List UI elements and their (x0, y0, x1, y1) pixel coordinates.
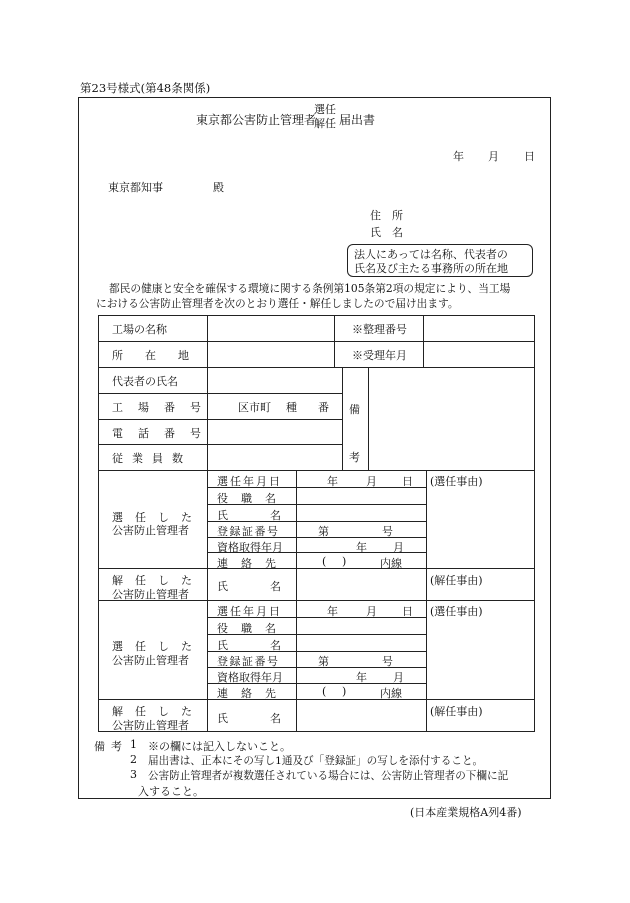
reason-appoint-1: (選任事由) (430, 475, 483, 488)
body-line2: における公害防止管理者を次のとおり選任・解任しましたので届け出ます。 (96, 297, 459, 310)
qualified-date-label-1: 資格取得年月 (217, 541, 283, 554)
qual-year-1: 年 (356, 541, 367, 554)
contact-extension-1: 内線 (380, 557, 402, 570)
note-1-number: 1 (130, 738, 137, 751)
contact-label-2: 連絡先 (217, 687, 289, 700)
factory-number-label: 工場番号 (112, 401, 216, 414)
appointed-label-1b: 公害防止管理者 (112, 524, 189, 537)
reg-dai-1: 第 (318, 525, 329, 538)
appoint-year-2: 年 (327, 605, 338, 618)
name-label-2: 氏名 (217, 639, 323, 652)
appoint-year-1: 年 (327, 475, 338, 488)
qual-month-1: 月 (393, 541, 404, 554)
reg-go-2: 号 (382, 655, 393, 668)
notes-label: 備考 (94, 740, 128, 753)
reason-dismiss-2: (解任事由) (430, 705, 483, 718)
factory-number-ward: 区市町 (238, 401, 271, 414)
appoint-month-1: 月 (366, 475, 377, 488)
contact-label-1: 連絡先 (217, 557, 289, 570)
name-label-1: 氏名 (217, 509, 323, 522)
dismissed-label-2b: 公害防止管理者 (112, 719, 189, 732)
factory-name-label: 工場の名称 (112, 323, 167, 336)
contact-paren-close-2: ) (342, 685, 347, 698)
appoint-day-2: 日 (402, 605, 413, 618)
employees-label: 従業員数 (112, 452, 192, 465)
corporate-note-line2: 氏名及び主たる事務所の所在地 (354, 262, 508, 275)
date-month: 月 (488, 150, 499, 163)
appoint-month-2: 月 (366, 605, 377, 618)
note-3-text-line1: 公害防止管理者が複数選任されている場合には、公害防止管理者の下欄に記 (148, 770, 509, 782)
contact-extension-2: 内線 (380, 687, 402, 700)
note-2-number: 2 (130, 753, 137, 766)
appointed-label-2b: 公害防止管理者 (112, 654, 189, 667)
dismissed-label-2a: 解任した (112, 705, 204, 718)
date-year: 年 (453, 150, 464, 163)
title-prefix: 東京都公害防止管理者 (196, 113, 317, 127)
body-line1: 都民の健康と安全を確保する環境に関する条例第105条第2項の規定により、当工場 (109, 282, 511, 295)
qualified-date-label-2: 資格取得年月 (217, 671, 283, 684)
dismiss-name-label-1: 氏名 (217, 580, 323, 593)
factory-number-number: 番 (318, 401, 329, 414)
title-option-dismiss: 解任 (314, 117, 336, 130)
appoint-day-1: 日 (402, 475, 413, 488)
position-label-1: 役職名 (217, 492, 289, 505)
dismiss-name-label-2: 氏名 (217, 712, 323, 725)
corporate-note-line1: 法人にあっては名称、代表者の (354, 248, 508, 261)
form-frame (78, 97, 551, 799)
reg-go-1: 号 (382, 525, 393, 538)
reason-dismiss-1: (解任事由) (430, 574, 483, 587)
paper-size-note: (日本産業規格A列4番) (410, 806, 522, 819)
note-3-number: 3 (130, 768, 137, 781)
addressee-honorific: 殿 (213, 181, 224, 194)
factory-number-type: 種 (286, 401, 297, 414)
addressee-name: 東京都知事 (108, 181, 163, 194)
location-label: 所在地 (112, 349, 211, 362)
reason-appoint-2: (選任事由) (430, 605, 483, 618)
contact-paren-open-1: ( (322, 555, 327, 568)
representative-label: 代表者の氏名 (112, 375, 178, 388)
appointed-label-2a: 選任した (112, 640, 204, 653)
note-1-text: ※の欄には記入しないこと。 (148, 740, 291, 753)
appoint-date-label-2: 選任年月日 (217, 605, 282, 618)
appointed-label-1a: 選任した (112, 511, 204, 524)
note-3-text-line2: 入すること。 (138, 785, 204, 798)
phone-label: 電話番号 (112, 427, 216, 440)
form-number: 第23号様式(第48条関係) (80, 81, 211, 95)
applicant-address-label: 住 所 (370, 209, 403, 222)
qual-year-2: 年 (356, 671, 367, 684)
contact-paren-open-2: ( (322, 685, 327, 698)
dismissed-label-1a: 解任した (112, 574, 204, 587)
received-date-label: ※受理年月 (352, 349, 407, 362)
contact-paren-close-1: ) (342, 555, 347, 568)
appoint-date-label-1: 選任年月日 (217, 475, 282, 488)
position-label-2: 役職名 (217, 622, 289, 635)
applicant-name-label: 氏 名 (370, 226, 403, 239)
registration-label-1: 登録証番号 (217, 525, 280, 538)
reg-dai-2: 第 (318, 655, 329, 668)
remarks-label: 備考 (349, 403, 360, 464)
registration-label-2: 登録証番号 (217, 655, 280, 668)
title-suffix: 届出書 (339, 113, 376, 127)
dismissed-label-1b: 公害防止管理者 (112, 588, 189, 601)
qual-month-2: 月 (393, 671, 404, 684)
note-2-text: 届出書は、正本にその写し1通及び「登録証」の写しを添付すること。 (148, 755, 484, 767)
title-option-appoint: 選任 (314, 103, 336, 116)
date-day: 日 (524, 150, 535, 163)
ref-number-label: ※整理番号 (352, 323, 407, 336)
